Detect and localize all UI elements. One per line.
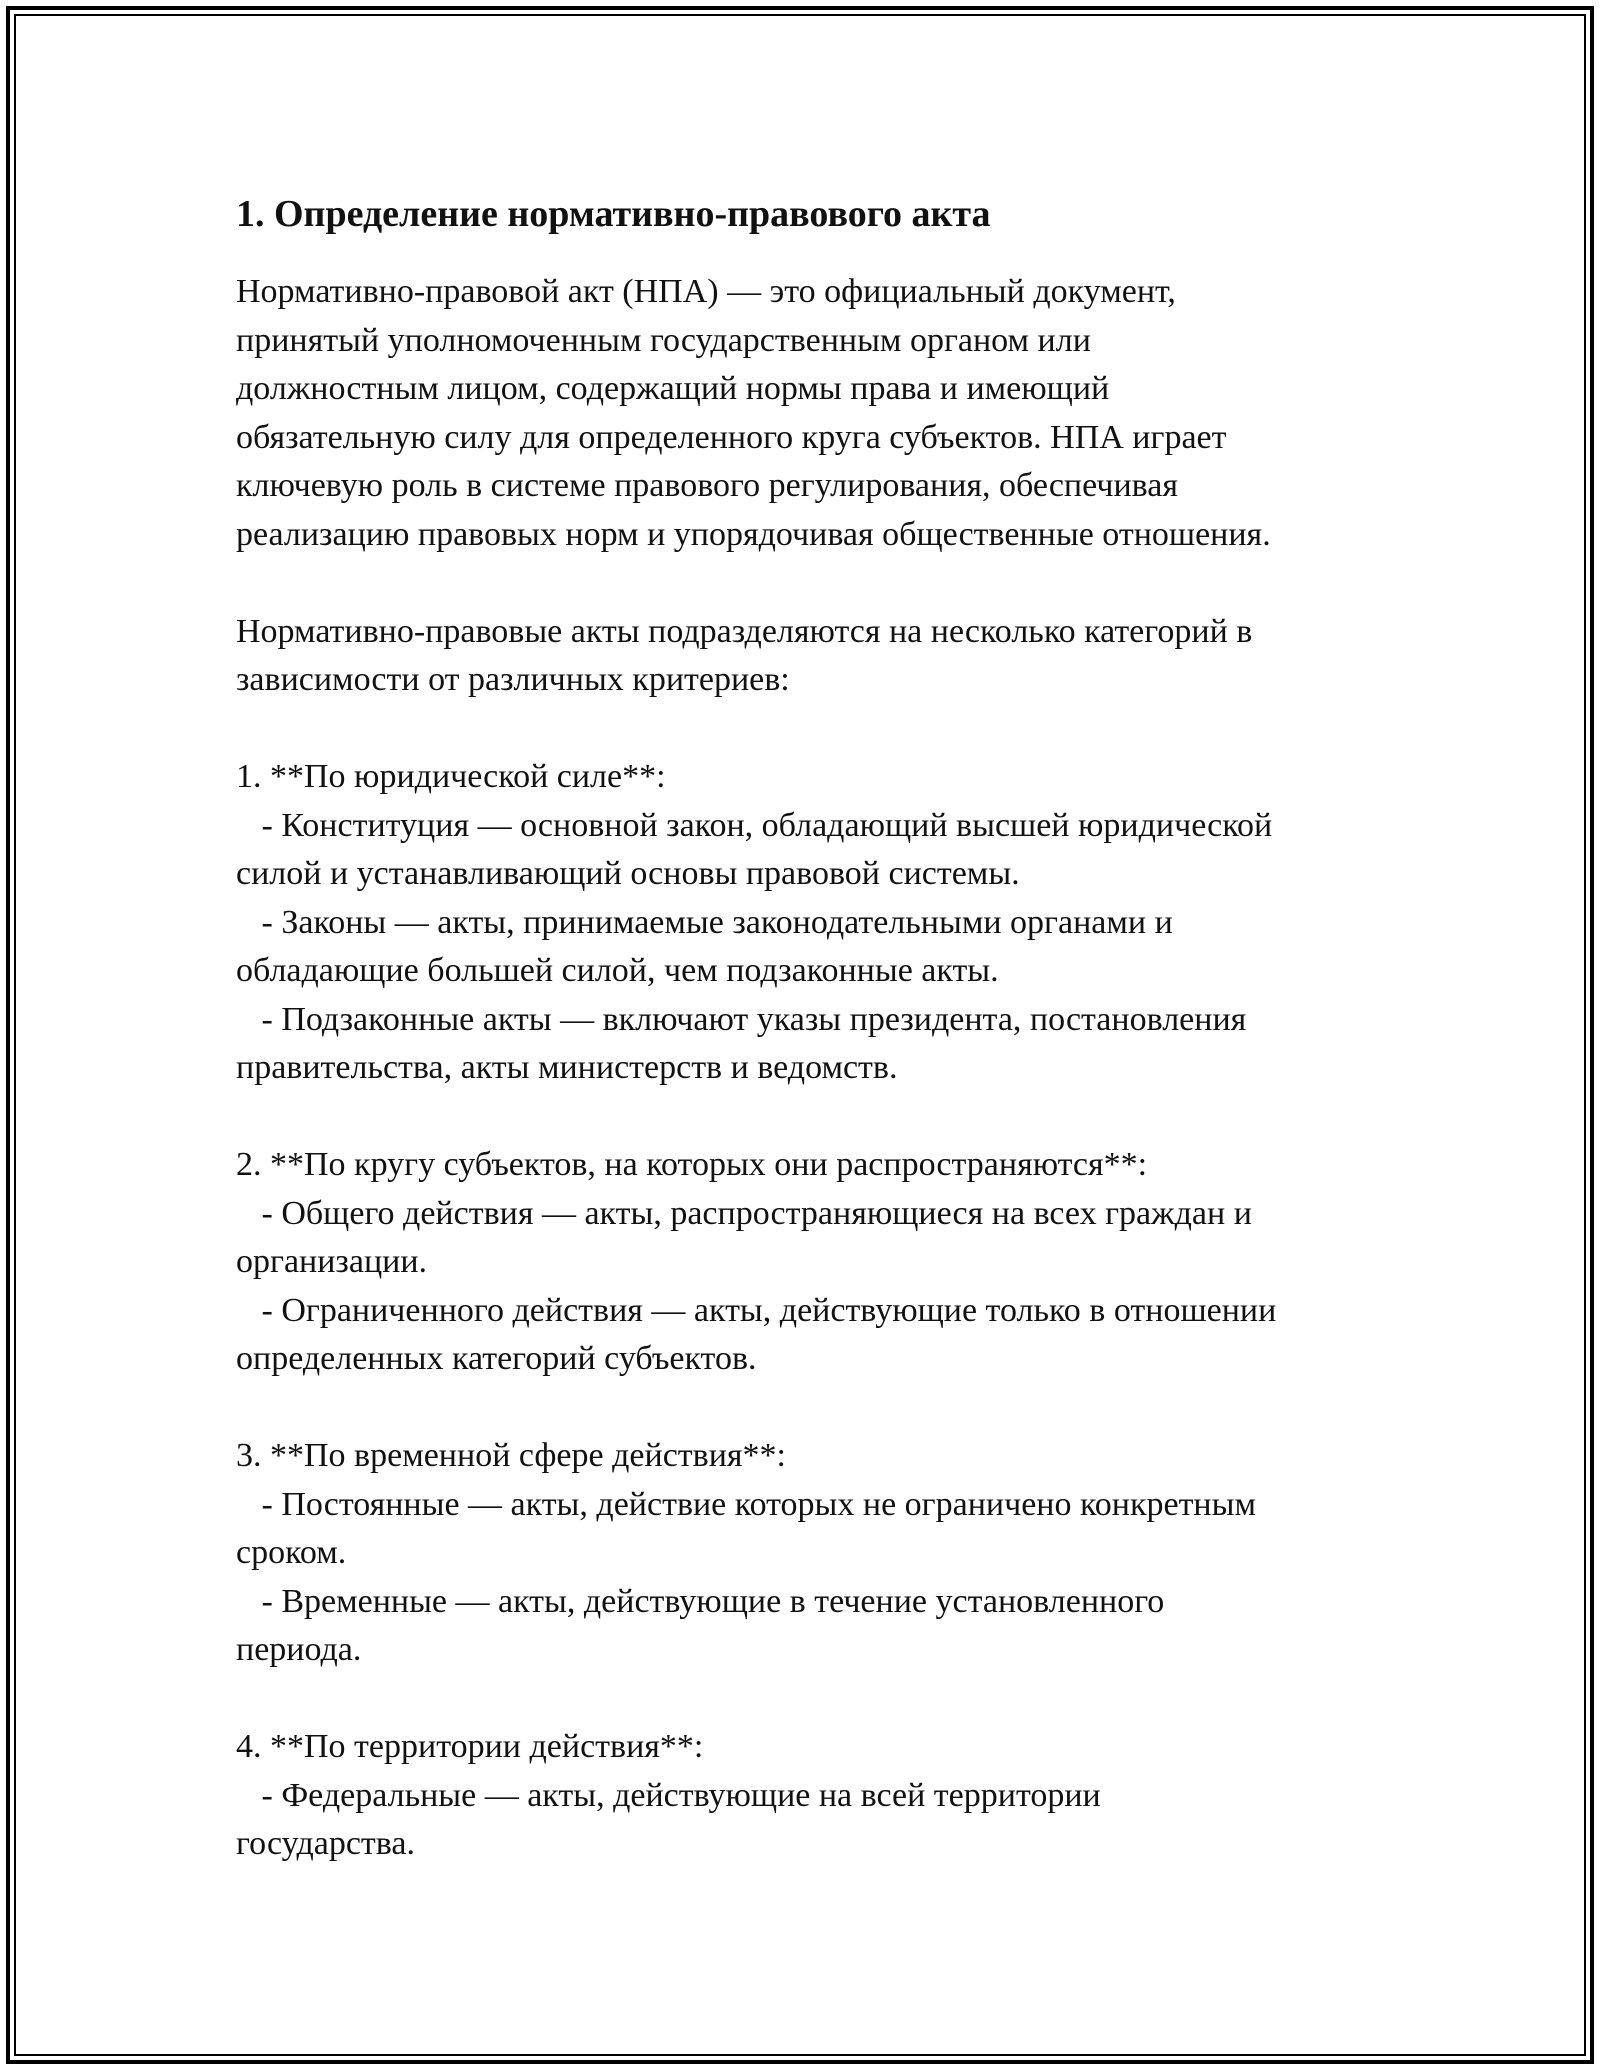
section-heading: 1. **По юридической силе**:	[236, 758, 666, 795]
list-item: - Ограниченного действия — акты, действующие только в отношении определенных категорий субъектов.	[236, 1291, 1277, 1377]
list-item: - Общего действия — акты, распространяющиеся на всех граждан и организации.	[236, 1194, 1252, 1280]
list-item: - Законы — акты, принимаемые законодательными органами и обладающие большей силой, чем подзаконные акты.	[236, 903, 1173, 989]
intro-paragraph: Нормативно-правовой акт (НПА) — это официальный документ, принятый уполномоченным государственным органом или должностным лицом, содержащий нормы права и имеющий обязательную силу для определенного круга субъектов. НПА играет ключевую роль в системе правового регулирования, обеспечивая реализацию правовых норм и упорядочивая общественные отношения.	[236, 273, 1271, 553]
document-title: 1. Определение нормативно-правового акта	[236, 193, 991, 235]
paragraph-gap	[236, 705, 1416, 754]
list-item: - Постоянные — акты, действие которых не ограничено конкретным сроком.	[236, 1485, 1256, 1571]
list-item: - Подзаконные акты — включают указы президента, постановления правительства, акты министерств и ведомств.	[236, 1000, 1247, 1086]
paragraph-gap	[236, 559, 1416, 608]
paragraph-gap	[236, 1675, 1416, 1724]
list-item: - Федеральные — акты, действующие на всей территории государства.	[236, 1776, 1101, 1862]
section-heading: 3. **По временной сфере действия**:	[236, 1437, 786, 1474]
section-subjects	[236, 1141, 1416, 1384]
document-body	[236, 182, 1416, 1869]
section-heading: 4. **По территории действия**:	[236, 1728, 704, 1765]
list-item: - Конституция — основной закон, обладающий высшей юридической силой и устанавливающий основы правовой системы.	[236, 806, 1273, 892]
section-territory	[236, 1723, 1416, 1869]
section-legal-force	[236, 753, 1416, 1093]
section-heading: 2. **По кругу субъектов, на которых они распространяются**:	[236, 1146, 1148, 1183]
list-item: - Временные — акты, действующие в течение установленного периода.	[236, 1582, 1165, 1668]
categories-intro-paragraph: Нормативно-правовые акты подразделяются на несколько категорий в зависимости от различных критериев:	[236, 612, 1253, 698]
paragraph-gap	[236, 1093, 1416, 1142]
section-time	[236, 1432, 1416, 1675]
paragraph-gap	[236, 1384, 1416, 1433]
